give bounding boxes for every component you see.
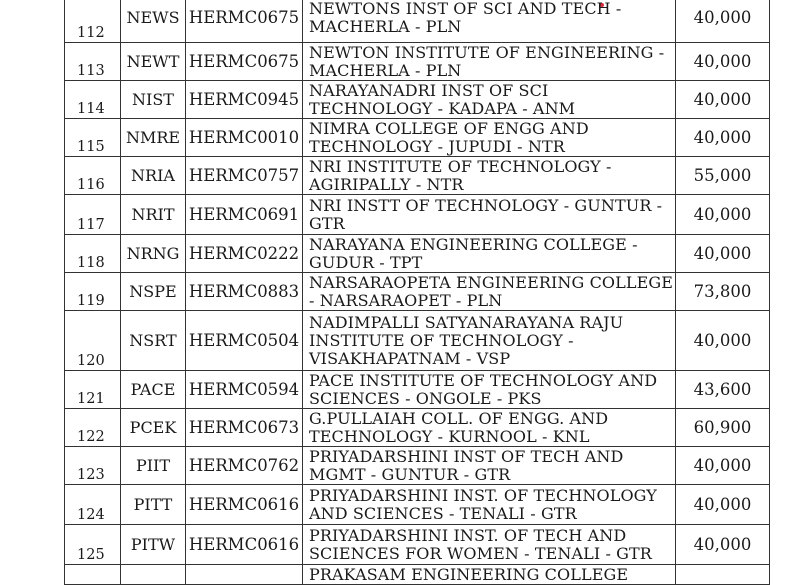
- table-row: [65, 235, 770, 273]
- table-row: [65, 0, 770, 43]
- serial-number-cell: 119: [65, 273, 121, 311]
- serial-number-cell: 112: [65, 0, 121, 43]
- college-code-cell: NIST: [121, 81, 186, 119]
- table-row: [65, 409, 770, 447]
- table-row: [65, 43, 770, 81]
- registration-code-cell: HERMC0691: [186, 195, 303, 235]
- college-code-cell: PACE: [121, 371, 186, 409]
- fee-amount-cell: 40,000: [676, 447, 770, 485]
- registration-code-cell: HERMC0616: [186, 485, 303, 525]
- college-code-cell: PITT: [121, 485, 186, 525]
- serial-number-cell: 120: [65, 311, 121, 371]
- college-name-cell: PACE INSTITUTE OF TECHNOLOGY AND SCIENCES - ONGOLE - PKS: [303, 371, 676, 409]
- fee-amount-cell: 40,000: [676, 119, 770, 157]
- table-row: [65, 273, 770, 311]
- college-code-cell: PITW: [121, 525, 186, 565]
- college-name-cell: PRAKASAM ENGINEERING COLLEGE: [303, 565, 676, 585]
- college-code-cell: NMRE: [121, 119, 186, 157]
- registration-code-cell: HERMC0504: [186, 311, 303, 371]
- fee-amount-cell: 40,000: [676, 235, 770, 273]
- serial-number-cell: 125: [65, 525, 121, 565]
- registration-code-cell: HERMC0010: [186, 119, 303, 157]
- college-name-cell: NRI INSTT OF TECHNOLOGY - GUNTUR - GTR: [303, 195, 676, 235]
- college-name-cell: NADIMPALLI SATYANARAYANA RAJU INSTITUTE OF TECHNOLOGY - VISAKHAPATNAM - VSP: [303, 311, 676, 371]
- serial-number-cell: 117: [65, 195, 121, 235]
- registration-code-cell: HERMC0673: [186, 409, 303, 447]
- serial-number-cell: 115: [65, 119, 121, 157]
- fee-amount-cell: 40,000: [676, 485, 770, 525]
- table-row: [65, 157, 770, 195]
- table-body: [65, 0, 770, 585]
- college-code-cell: NRIA: [121, 157, 186, 195]
- serial-number-cell: 116: [65, 157, 121, 195]
- serial-number-cell: 118: [65, 235, 121, 273]
- registration-code-cell: HERMC0675: [186, 43, 303, 81]
- serial-number-cell: 114: [65, 81, 121, 119]
- table-row: [65, 525, 770, 565]
- college-code-cell: NEWS: [121, 0, 186, 43]
- college-name-cell: G.PULLAIAH COLL. OF ENGG. AND TECHNOLOGY - KURNOOL - KNL: [303, 409, 676, 447]
- registration-code-cell: HERMC0945: [186, 81, 303, 119]
- college-code-cell: PIIT: [121, 447, 186, 485]
- college-name-cell: PRIYADARSHINI INST. OF TECHNOLOGY AND SCIENCES - TENALI - GTR: [303, 485, 676, 525]
- college-name-cell: NIMRA COLLEGE OF ENGG AND TECHNOLOGY - JUPUDI - NTR: [303, 119, 676, 157]
- college-name-cell: NARAYANADRI INST OF SCI TECHNOLOGY - KADAPA - ANM: [303, 81, 676, 119]
- college-name-cell: NARSARAOPETA ENGINEERING COLLEGE - NARSARAOPET - PLN: [303, 273, 676, 311]
- fee-amount-cell: 55,000: [676, 157, 770, 195]
- college-name-cell: NEWTONS INST OF SCI AND TECH - MACHERLA - PLN: [303, 0, 676, 43]
- registration-code-cell: HERMC0675: [186, 0, 303, 43]
- serial-number-cell: 123: [65, 447, 121, 485]
- table-row: [65, 371, 770, 409]
- fee-amount-cell: 40,000: [676, 195, 770, 235]
- serial-number-cell: 122: [65, 409, 121, 447]
- serial-number-cell: 121: [65, 371, 121, 409]
- college-name-cell: PRIYADARSHINI INST. OF TECH AND SCIENCES FOR WOMEN - TENALI - GTR: [303, 525, 676, 565]
- registration-code-cell: HERMC0222: [186, 235, 303, 273]
- college-code-cell: [121, 565, 186, 585]
- table-row: [65, 195, 770, 235]
- registration-code-cell: HERMC0594: [186, 371, 303, 409]
- table-row: [65, 485, 770, 525]
- table-row: [65, 447, 770, 485]
- registration-code-cell: HERMC0757: [186, 157, 303, 195]
- fee-amount-cell: 40,000: [676, 43, 770, 81]
- fee-amount-cell: 40,000: [676, 311, 770, 371]
- college-code-cell: NRIT: [121, 195, 186, 235]
- college-name-cell: PRIYADARSHINI INST OF TECH AND MGMT - GUNTUR - GTR: [303, 447, 676, 485]
- fee-amount-cell: 40,000: [676, 0, 770, 43]
- serial-number-cell: 113: [65, 43, 121, 81]
- table-row: [65, 81, 770, 119]
- fee-amount-cell: 40,000: [676, 525, 770, 565]
- fee-amount-cell: 73,800: [676, 273, 770, 311]
- registration-code-cell: [186, 565, 303, 585]
- fee-amount-cell: 60,900: [676, 409, 770, 447]
- serial-number-cell: [65, 565, 121, 585]
- college-fee-table: [64, 0, 770, 585]
- table-row: [65, 119, 770, 157]
- college-name-cell: NARAYANA ENGINEERING COLLEGE - GUDUR - TPT: [303, 235, 676, 273]
- fee-amount-cell: [676, 565, 770, 585]
- registration-code-cell: HERMC0616: [186, 525, 303, 565]
- college-code-cell: NSPE: [121, 273, 186, 311]
- college-name-cell: NEWTON INSTITUTE OF ENGINEERING - MACHERLA - PLN: [303, 43, 676, 81]
- registration-code-cell: HERMC0883: [186, 273, 303, 311]
- college-code-cell: NRNG: [121, 235, 186, 273]
- serial-number-cell: 124: [65, 485, 121, 525]
- college-code-cell: NSRT: [121, 311, 186, 371]
- table-row: [65, 311, 770, 371]
- fee-amount-cell: 43,600: [676, 371, 770, 409]
- college-code-cell: NEWT: [121, 43, 186, 81]
- registration-code-cell: HERMC0762: [186, 447, 303, 485]
- college-name-cell: NRI INSTITUTE OF TECHNOLOGY - AGIRIPALLY - NTR: [303, 157, 676, 195]
- fee-amount-cell: 40,000: [676, 81, 770, 119]
- table-row: [65, 565, 770, 585]
- college-code-cell: PCEK: [121, 409, 186, 447]
